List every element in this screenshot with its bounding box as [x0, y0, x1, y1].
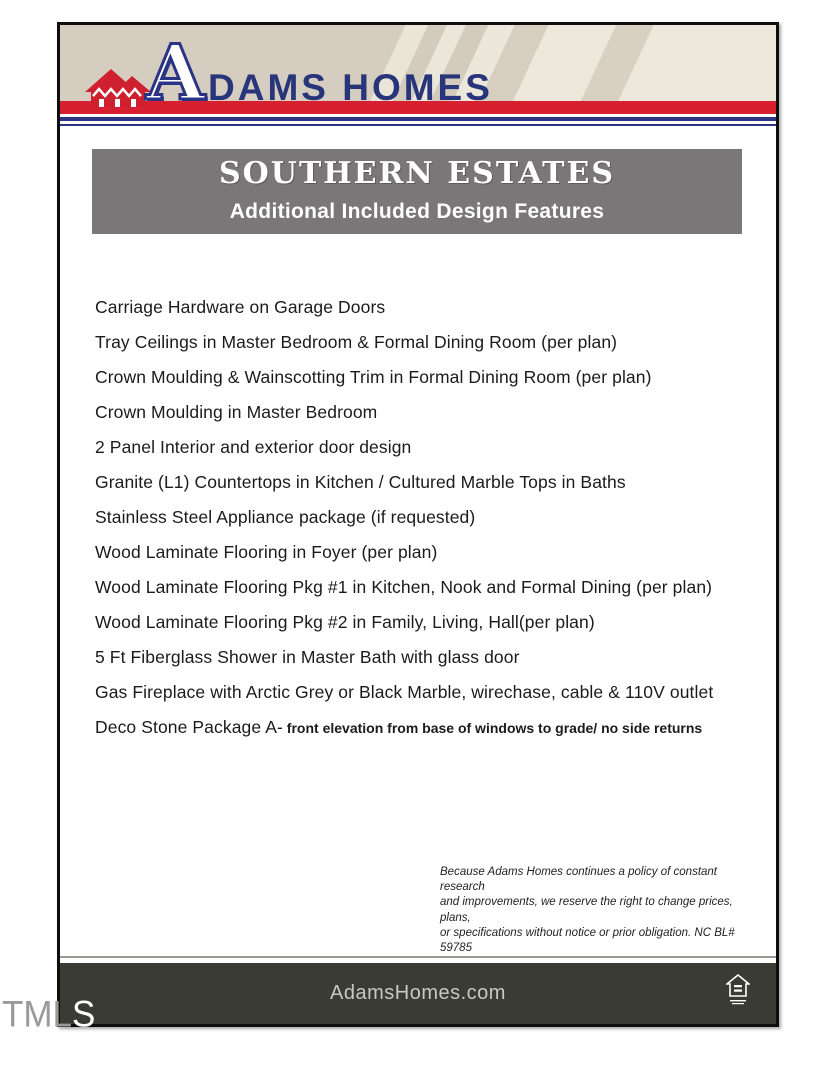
disclaimer-line: Because Adams Homes continues a policy of constant research: [440, 866, 717, 894]
tmls-watermark: [2, 993, 96, 1035]
watermark-white-part: S: [72, 993, 96, 1035]
feature-item-deco-stone: [95, 717, 776, 738]
feature-item: Carriage Hardware on Garage Doors: [95, 297, 386, 317]
feature-item: Tray Ceilings in Master Bedroom & Formal Dining Room (per plan): [95, 332, 618, 352]
disclaimer-line: and improvements, we reserve the right to change prices, plans,: [440, 896, 733, 924]
community-title: SOUTHERN ESTATES: [219, 156, 615, 191]
logo-letter-a: A: [146, 28, 205, 117]
adams-homes-logo: [60, 25, 776, 126]
house-icon: [85, 65, 151, 109]
feature-item: Crown Moulding & Wainscotting Trim in Formal Dining Room (per plan): [95, 367, 652, 387]
brand-banner: [60, 25, 776, 126]
feature-item: Wood Laminate Flooring in Foyer (per plan): [95, 542, 438, 562]
feature-item: Wood Laminate Flooring Pkg #2 in Family, Living, Hall(per plan): [95, 612, 595, 632]
feature-item: Granite (L1) Countertops in Kitchen / Cultured Marble Tops in Baths: [95, 472, 626, 492]
watermark-gray-part: TML: [2, 993, 72, 1035]
feature-item: 5 Ft Fiberglass Shower in Master Bath with glass door: [95, 647, 520, 667]
equal-housing-opportunity-icon: [726, 974, 750, 1008]
logo-wordmark: DAMS HOMES: [208, 67, 493, 108]
feature-item: Wood Laminate Flooring Pkg #1 in Kitchen, Nook and Formal Dining (per plan): [95, 577, 713, 597]
feature-item: Crown Moulding in Master Bedroom: [95, 402, 378, 422]
feature-item: Gas Fireplace with Arctic Grey or Black Marble, wirechase, cable & 110V outlet: [95, 682, 714, 702]
document-page: [57, 22, 779, 1027]
website-url: AdamsHomes.com: [330, 982, 506, 1004]
footer-bar: [60, 963, 776, 1024]
feature-list: [95, 297, 776, 738]
feature-detail-text: front elevation from base of windows to grade/ no side returns: [282, 720, 703, 736]
disclaimer-line: or specifications without notice or prior obligation. NC BL# 59785: [440, 926, 735, 955]
feature-item: Stainless Steel Appliance package (if requested): [95, 507, 476, 527]
title-box: [92, 149, 742, 234]
feature-item: 2 Panel Interior and exterior door design: [95, 437, 412, 457]
footer: [60, 956, 776, 1024]
document-subtitle: Additional Included Design Features: [229, 200, 605, 223]
feature-main-text: Deco Stone Package A-: [95, 717, 283, 737]
